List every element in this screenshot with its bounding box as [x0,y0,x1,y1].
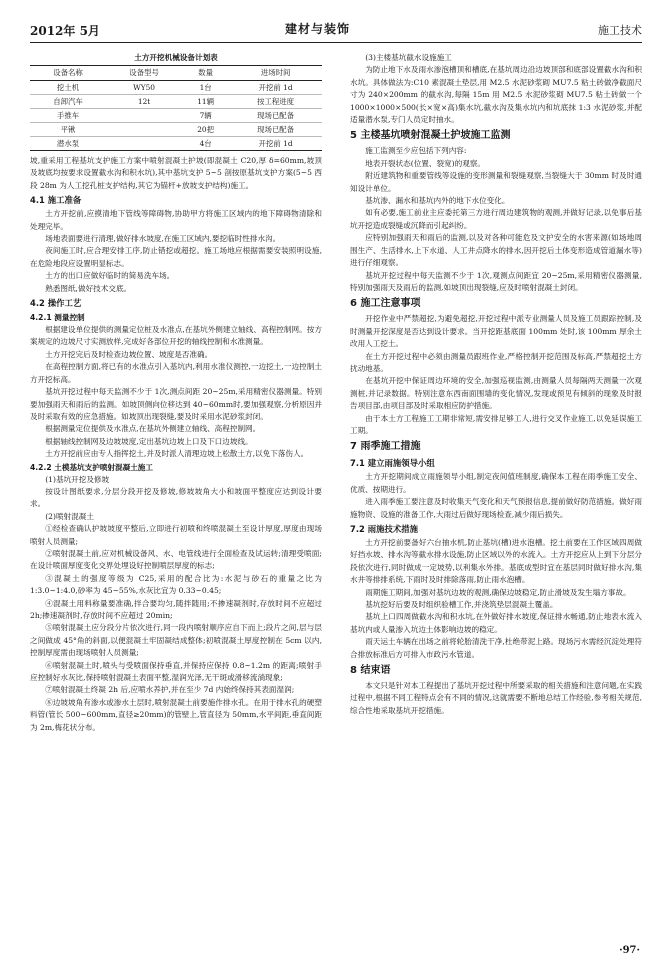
table-cell: 按工程进度 [229,95,322,109]
paragraph: 开挖作业中严禁超挖,为避免超挖,开挖过程中派专业测量人员及施工员跟踪控制,及时测量开挖深度是否达到设计要求。当开挖距基底面 100mm 处时,该 100mm 厚余土改用人工挖土。 [350,314,642,349]
paragraph: 按设计图纸要求,分层分段开挖及修坡,修坡坡角大小和坡面平整度应达到设计要求。 [30,486,322,509]
paragraph: 雨期施工期间,加强对基坑边坡的观测,确保边坡稳定,防止滑坡及发生塌方事故。 [365,587,631,597]
left-column [30,52,322,734]
paragraph: ①经检查确认护坡坡度平整后,立即进行初喷和终喷混凝土至设计厚度,厚度由现场喷射人员测量; [30,524,322,546]
paragraph: 场地表面要进行清理,做好排水坡度,在施工区域内,要挖临时性排水沟。 [45,234,281,244]
paragraph: ⑦喷射混凝土终凝 2h 后,应喷水养护,并在至少 7d 内始终保持其表面湿润; [45,685,295,695]
paragraph: 由于本土方工程施工工期非常短,需安排足够工人,进行交叉作业施工,以免延误施工工期。 [350,413,642,435]
paragraph: 地表开裂状态(位置、裂宽)的观察。 [365,158,486,168]
subsection-heading: 4.2.1 测量控制 [30,313,85,323]
table-header-cell: 设备名称 [30,66,106,81]
paragraph: (2)喷射混凝土 [45,511,94,521]
table-cell: 现场已配备 [229,123,322,137]
paragraph: 土方开挖期间成立雨施领导小组,制定夜间值班制度,确保本工程在雨季施工安全、优质、按期进行。 [350,472,642,494]
paragraph: 应特别加强雨天和雨后的监测,以及对各种可能危及文护安全的水害来源(如场地周围生产、生活排水,上下水道、人工井点降水的排水,因开挖后土体变形造成管道漏水等)进行仔细观察。 [350,233,642,268]
subsection-heading: 4.2.2 土模基坑支护喷射混凝土施工 [30,462,153,472]
table-cell: 4台 [182,137,229,151]
paragraph: 坡,重采用工程基坑支护施工方案中喷射混凝土护坡(即混凝土 C20,厚 δ=60mm,坡顶及坡底均按要求设置截水沟和积水坑),其中基坑支护 5~5 剖按原基坑支护方案(5~5 西段 28m 为人工挖孔桩支护结构,其它为锚杆+放坡支护结构)施工。 [30,156,322,190]
table-cell: 挖土机 [30,81,106,95]
section-heading: 4.2 操作工艺 [30,298,82,309]
table-cell: 7辆 [182,109,229,123]
section-heading: 5 主楼基坑喷射混凝土护坡施工监测 [350,130,511,142]
page-number: ·97· [619,945,640,956]
paragraph: ⑥喷射混凝土时,喷头与受喷面保持垂直,并保持应保持 0.8~1.2m 的距离;喷射手应控制好水灰比,保持喷射混凝土表面平整,湿润光泽,无干斑或滑移流淌现象; [30,660,322,683]
table-cell: 自卸汽车 [30,95,106,109]
paragraph: 在基坑开挖中保证周边环境的安全,加强巡视监测,由测量人员每隔两天测量一次观测桩,并记录数据。特别注意东西南面围墙的变化情况,发现或预见有倾斜的现象及时报告项目部,由项目部及时采取相应防护措施。 [350,376,642,411]
paragraph: 在土方开挖过程中必须由测量员跟班作业,严格控制开挖范围及标高,严禁超挖土方扰动地基。 [350,351,642,373]
equipment-table [30,65,322,151]
table-cell: 平锹 [30,123,106,137]
journal-name: 建材与装饰 [285,22,351,36]
table-cell: 12t [106,95,182,109]
paragraph: 根据测量定位提供及水准点,在基坑外侧建立轴线、高程控制网。 [45,424,261,434]
table-cell: 开挖前 1d [229,137,322,151]
table-caption: 土方开挖机械设备计划表 [134,53,218,62]
paragraph: 根据建设单位提供的测量定位桩及水准点,在基坑外侧建立轴线、高程控制网。按方案规定的边坡尺寸实测放样,完成好各部位开挖的轴线控制和水准测量。 [30,325,322,347]
section-heading: 4.1 施工准备 [30,195,82,206]
paragraph: 基坑渗、漏水和基坑内外的地下水位变化。 [365,196,510,206]
paragraph: 土方的出口应做好临时的简易洗车场。 [45,271,175,281]
paragraph: 雨天运土车辆在出场之前将轮胎清洗干净,杜绝带泥上路。现场污水需经沉淀处理符合排放标准后方可排入市政污水管道。 [350,637,642,659]
paragraph: ⑧边坡坡角有渗水或渗水土层时,喷射混凝土前要施作排水孔。在用于排水孔的硬塑料管(管长 500~600mm,直径≥20mm)的管壁上,管直径为 50mm,水平间距,垂直间距为 2m,梅花状分布。 [30,697,322,732]
paragraph: (3)主楼基坑截水设施施工 [365,53,452,62]
section-name: 施工技术 [598,24,642,37]
table-header-cell: 进场时间 [229,66,322,81]
subsection-heading: 7.2 雨施技术措施 [350,524,419,534]
paragraph: 基坑开挖过程中每天监测不少于 1次,观测点间距宜 20~25m,采用精密仪器测量,特别加强雨天及雨后的监测,如坡顶出现裂缝,应及时喷射混凝土封闭。 [350,270,642,292]
table-header-row [30,66,322,81]
subsection-heading: 7.1 建立雨施领导小组 [350,458,435,469]
table-cell: 现场已配备 [229,109,322,123]
paragraph: 土方开挖前应由专人指挥挖土,并及时派人清理边坡上松散土方,以免下落伤人。 [45,449,309,459]
paragraph: ③混凝土的强度等级为 C25,采用的配合比为:水泥与砂石的重量之比为 1:3.0~1:4.0,砂率为 45~55%,水灰比宜为 0.33~0.45; [30,573,322,596]
table-cell: WY50 [106,81,182,95]
paragraph: 熟悉图纸,做好技术交底。 [45,283,132,293]
paragraph: 土方开挖前要备好六台抽水机,防止基坑(槽)进水泡槽。挖土前要在工作区域四周做好挡水坡、排水沟等截水排水设施,防止区域以外的水流入。土方开挖应从上到下分层分段依次进行,同时做成一定坡势,以利集水外排。基底成型时宜在基层同时做好排水沟,集水井等排排系统,下雨时及时排除落雨,防止雨水泡槽。 [350,538,642,585]
paragraph: 土方开挖前,应摸清地下管线等障碍物,协助甲方将施工区域内的地下障碍物清除和处理完毕。 [30,209,322,231]
table-row [30,123,322,137]
paragraph: ⑤喷射混凝土应分段分片依次进行,同一段内喷射顺序应自下而上;段片之间,层与层之间做成 45°角的斜面,以便混凝土牢固凝结成整体;初喷混凝土厚度控制在 5cm 以内,控制厚度需由现场喷射人员测量; [30,623,322,658]
paragraph: 附近建筑物和重要管线等设施的变形测量和裂缝观察,当裂缝大于 30mm 时及时通知设计单位。 [350,171,642,193]
section-heading: 6 施工注意事项 [350,298,421,310]
table-row [30,109,322,123]
table-cell: 20把 [182,123,229,137]
paragraph: 基坑开挖过程中每天监测不少于 1次,测点间距 20~25m,采用精密仪器测量。特别要加强雨天和雨后的监测。如坡顶侧向位移达到 40~60mm时,要加强观察,分析原因并及时采取有效的应急措施。如坡顶出现裂缝,要及时采用水泥砂浆封闭。 [30,387,322,421]
section-heading: 8 结束语 [350,665,391,677]
paragraph: ②喷射混凝土前,应对机械设备风、水、电管线进行全面检查及试运转;清理受喷面;在设计喷面厚度变化交界处埋设好控制喷层厚度的标志; [30,548,322,571]
paragraph: 为防止地下水及雨水渗泡槽顶和槽底,在基坑周边沿边坡顶部和底部设置截水沟和积水坑。具体做法为:C10 素混凝土垫层,用 M2.5 水泥砂浆砌 MU7.5 粘土砖做净截面尺寸为 240×200mm 的截水沟,每隔 15m 用 M2.5 水泥砂浆砌 MU7.5 粘土砖做一个 1000×1000×500(长×宽×高)集水坑,截水沟及集水坑内和坑底抹 1:3 水泥砂浆,并配适量潜水泵,专门人员定时抽水。 [350,65,642,125]
header-rule [30,42,642,43]
table-cell: 手推车 [30,109,106,123]
table-cell [106,109,182,123]
table-row [30,81,322,95]
paragraph: 夜间施工时,应合理安排工序,防止错挖或超挖。施工场地应根据需要安装照明设施,在危险地段应设置明显标志。 [30,246,322,268]
table-cell: 1台 [182,81,229,95]
table-cell: 11辆 [182,95,229,109]
table-row [30,137,322,151]
table-cell [106,137,182,151]
issue-date: 2012年 5月 [30,24,100,38]
paragraph: 如有必要,施工前业主应委托第三方进行周边建筑物的观测,并做好记录,以免事后基坑开挖造成裂缝或沉降而引起纠纷。 [350,208,642,230]
section-heading: 7 雨季施工措施 [350,441,421,453]
table-row [30,95,322,109]
paragraph: 基坑挖好后要及时组织验槽工作,并浇筑垫层混凝土覆盖。 [365,600,558,610]
paragraph: (1)基坑开挖及修坡 [45,474,110,484]
right-column [350,52,642,717]
table-cell [106,123,182,137]
table-cell: 开挖前 1d [229,81,322,95]
table-header-cell: 数量 [182,66,229,81]
paragraph: 在高程控制方面,将已有的水准点引入基坑内,利用水准仪测控,一边挖土,一边控制土方开挖标高。 [30,362,322,384]
paragraph: 进入雨季施工要注意及时收集天气变化和天气预报信息,提前做好防范措施。做好雨施物资、设施的准备工作,大雨过后做好现场检查,减少雨后损失。 [350,497,642,519]
paragraph: 基坑上口四周做截水沟和积水坑,在外做好排水坡度,保证排水畅通,防止地表水流入基坑内或人量渗入坑边土体影响边坡的稳定。 [350,612,642,634]
page-header [30,18,642,40]
paragraph: 本文只是针对本工程提出了基坑开挖过程中所要采取的相关措施和注意问题,在实践过程中,根据不同工程特点会有不同的情况,这就需要不断地总结工作经验,参考相关规范,综合性地采取基坑开挖措施。 [350,681,642,715]
paragraph: ④混凝土用料称量要准确,拌合要均匀,随拌随用;不掺速凝剂时,存放时间不应超过 2h;掺速凝剂时,存放时间不应超过 20min; [30,598,322,620]
table-cell: 潜水泵 [30,137,106,151]
paragraph: 施工监测至少应包括下列内容: [365,146,467,156]
table-header-cell: 设备型号 [106,66,182,81]
paragraph: 根据轴线控制网及边坡坡度,定出基坑边坡上口及下口边坡线。 [45,436,253,446]
paragraph: 土方开挖完后及时检查边坡位置、坡度是否准确。 [45,349,213,359]
